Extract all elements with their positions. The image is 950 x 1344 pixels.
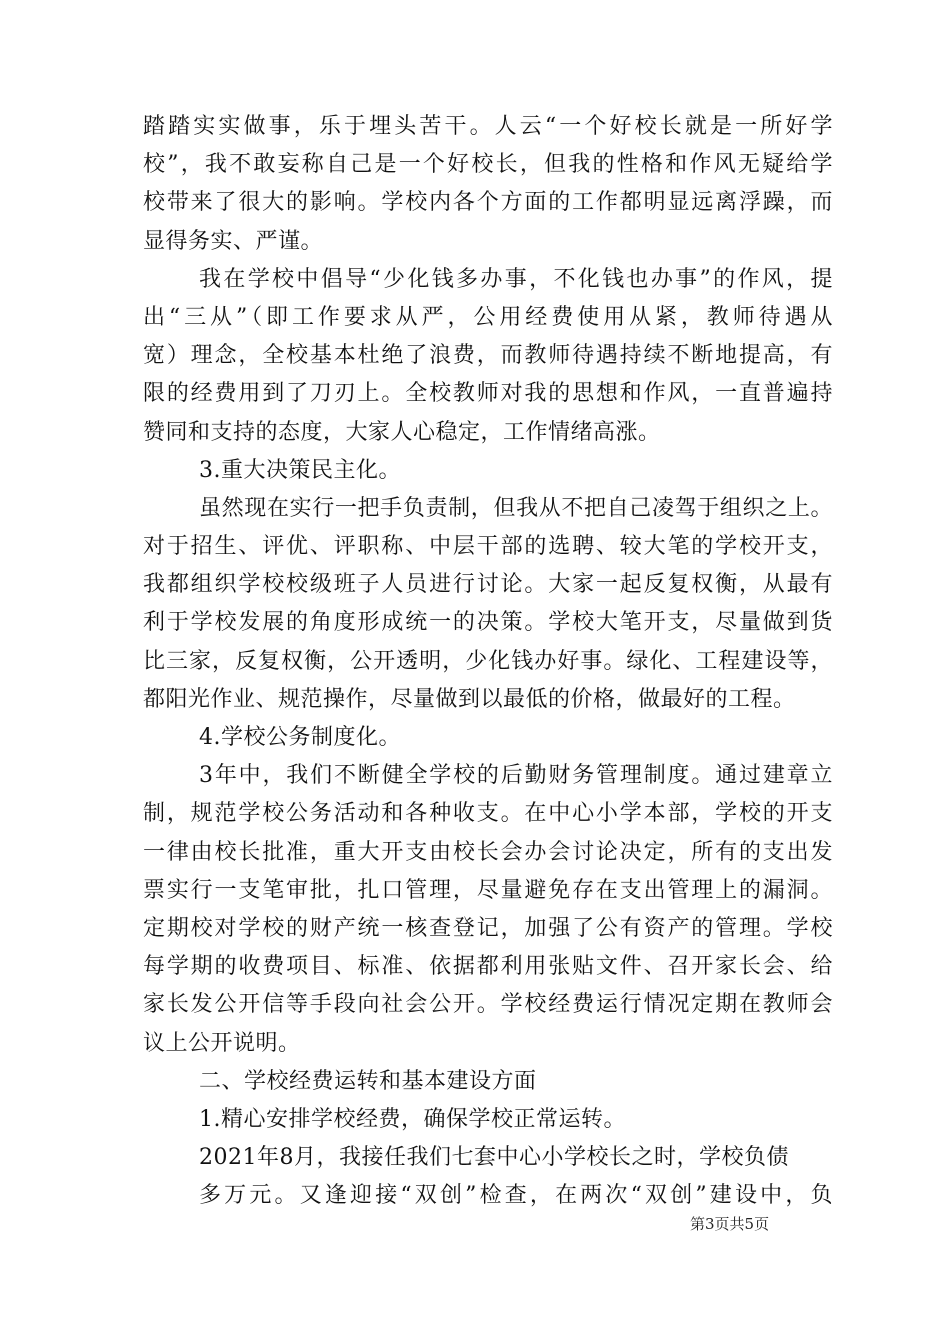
text-line: 3.重大决策民主化。 [199, 457, 401, 483]
text-line: 3年中，我们不断健全学校的后勤财务管理制度。通过建章立 [199, 763, 833, 789]
text-line: 票实行一支笔审批，扎口管理，尽量避免存在支出管理上的漏洞。 [143, 877, 833, 903]
text-line: 我在学校中倡导“少化钱多办事，不化钱也办事”的作风，提 [199, 266, 833, 292]
text-line: 踏踏实实做事，乐于埋头苦干。人云“一个好校长就是一所好学 [143, 114, 833, 139]
text-line: 校”，我不敢妄称自己是一个好校长，但我的性格和作风无疑给学 [143, 152, 833, 178]
text-line: 校带来了很大的影响。学校内各个方面的工作都明显远离浮躁，而 [143, 190, 833, 216]
text-line: 比三家，反复权衡，公开透明，少化钱办好事。绿化、工程建设等， [143, 648, 833, 674]
text-line: 二、学校经费运转和基本建设方面 [199, 1068, 537, 1094]
text-line: 1.精心安排学校经费，确保学校正常运转。 [199, 1106, 626, 1132]
text-line: 我都组织学校校级班子人员进行讨论。大家一起反复权衡，从最有 [143, 572, 833, 598]
text-line: 一律由校长批准，重大开支由校长会办会讨论决定，所有的支出发 [143, 839, 833, 865]
text-line: 都阳光作业、规范操作，尽量做到以最低的价格，做最好的工程。 [143, 686, 796, 712]
text-line: 制，规范学校公务活动和各种收支。在中心小学本部，学校的开支 [143, 801, 833, 827]
text-line: 显得务实、严谨。 [143, 228, 324, 254]
text-line: 议上公开说明。 [143, 1030, 301, 1056]
text-line: 每学期的收费项目、标准、依据都利用张贴文件、召开家长会、给 [143, 954, 833, 980]
document-body [143, 108, 833, 1215]
text-line: 利于学校发展的角度形成统一的决策。学校大笔开支，尽量做到货 [143, 610, 833, 636]
text-line: 多万元。又逢迎接“双创”检查，在两次“双创”建设中，负 [199, 1183, 833, 1209]
text-line: 4.学校公务制度化。 [199, 725, 401, 750]
text-line: 限的经费用到了刀刃上。全校教师对我的思想和作风，一直普遍持 [143, 381, 833, 407]
text-line: 虽然现在实行一把手负责制，但我从不把自己凌驾于组织之上。 [199, 495, 833, 521]
text-line: 出“三从”（即工作要求从严，公用经费使用从紧，教师待遇从 [143, 304, 833, 330]
text-line: 定期校对学校的财产统一核查登记，加强了公有资产的管理。学校 [143, 915, 833, 941]
text-line: 宽）理念，全校基本杜绝了浪费，而教师待遇持续不断地提高，有 [143, 343, 833, 369]
text-line: 赞同和支持的态度，大家人心稳定，工作情绪高涨。 [143, 419, 661, 445]
text-line: 家长发公开信等手段向社会公开。学校经费运行情况定期在教师会 [143, 992, 833, 1018]
page-number-footer: 第3页共5页 [690, 1215, 770, 1233]
text-line: 2021年8月，我接任我们七套中心小学校长之时，学校负债 [199, 1145, 789, 1171]
text-line: 对于招生、评优、评职称、中层干部的选聘、较大笔的学校开支， [143, 534, 833, 560]
